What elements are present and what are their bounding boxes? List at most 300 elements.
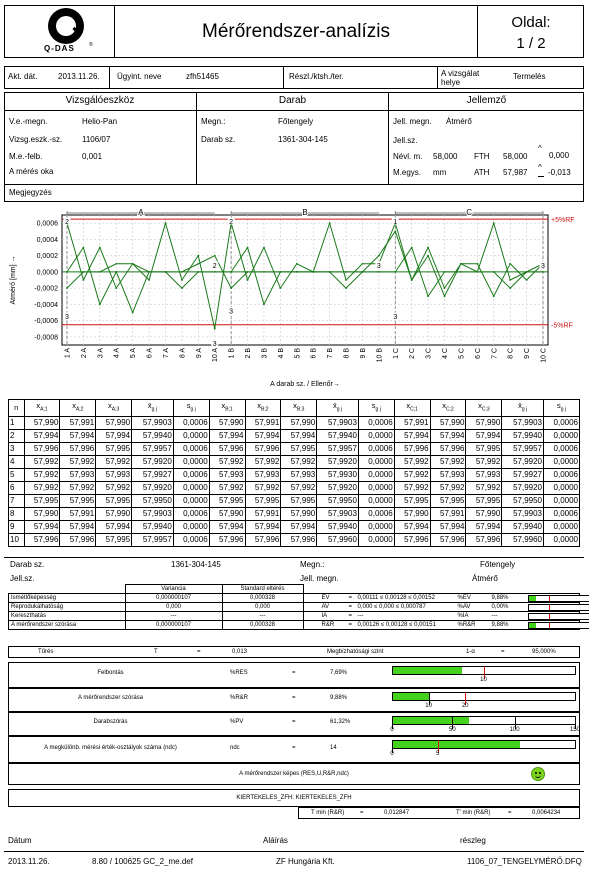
result-eq: =: [292, 719, 296, 725]
data-point: [115, 263, 117, 265]
table-cell: 57,991: [60, 507, 96, 520]
table-cell: 57,990: [209, 416, 245, 429]
tmin-eq1: =: [360, 810, 364, 816]
header-main: x̄: [333, 401, 337, 410]
data-point: [83, 279, 85, 281]
table-cell: 1: [9, 416, 25, 429]
capable-text: A mérőrendszer képes (RES,U,R&R,ndc): [239, 771, 349, 777]
char-name-value: Átmérő: [446, 117, 472, 126]
table-cell: 57,9920: [502, 481, 544, 494]
char-dn-sym: ^: [538, 163, 542, 172]
table-cell: 57,993: [245, 468, 281, 481]
table-cell: 57,9950: [502, 494, 544, 507]
section-part: Darab: [278, 95, 307, 106]
header-main: x: [36, 401, 41, 410]
table-cell: 57,996: [430, 533, 466, 546]
table-cell: 57,990: [24, 416, 60, 429]
table-cell: 57,9940: [502, 429, 544, 442]
footer-line: [4, 851, 584, 852]
y-axis-title: Atmérő [mm] →: [10, 255, 17, 305]
header-main: x: [293, 401, 297, 410]
header-sub: g j: [375, 406, 381, 413]
data-point: [345, 279, 347, 281]
char-ath-label: ATH: [474, 168, 490, 177]
table-cell: 0,0006: [173, 507, 209, 520]
data-point: [66, 271, 68, 273]
table-cell: 57,992: [281, 481, 317, 494]
result-tick-label: 5: [436, 751, 440, 757]
y-tick-label: 0,0004: [36, 236, 58, 244]
qdas-logo-reg: ®: [89, 42, 93, 48]
table-cell: 2: [9, 429, 25, 442]
header-main: x: [108, 401, 112, 410]
meta-divider-1: [109, 66, 110, 89]
x-tick-label: 3 C: [425, 348, 433, 359]
char-nom-value: 58,000: [433, 152, 458, 161]
page-number: 1 / 2: [516, 35, 546, 52]
part-name-value: Főtengely: [278, 117, 314, 126]
char-name-label: Jell. megn.: [393, 117, 432, 126]
gauge-num-label: Vizsg.eszk.-sz.: [9, 135, 63, 144]
table-cell: 57,994: [430, 429, 466, 442]
var-bar: [528, 604, 589, 611]
char-ath-value: 57,987: [503, 168, 528, 177]
place-value: Termelés: [513, 72, 546, 81]
table-cell: 0,0000: [173, 481, 209, 494]
x-tick-label: 6 A: [146, 348, 154, 359]
data-point: [115, 271, 117, 273]
header-sub: g j: [336, 406, 343, 413]
x-tick-label: 5 B: [294, 348, 302, 359]
table-row: [9, 507, 580, 520]
client-label: Ügyint. neve: [117, 72, 162, 81]
table-cell: 57,992: [209, 481, 245, 494]
var-pct: 9,88%: [491, 622, 509, 628]
table-cell: 57,9940: [317, 429, 359, 442]
header-main: x: [406, 401, 411, 410]
x-tick-label: 7 C: [491, 348, 499, 359]
var-value: 0,000000107: [125, 594, 222, 603]
table-cell: 57,9940: [132, 520, 174, 533]
table-cell: 0,0000: [358, 455, 394, 468]
table-cell: 57,992: [466, 455, 502, 468]
result-name: A mérőrendszer szórása: [77, 695, 144, 701]
var-detail: [303, 594, 580, 603]
x-tick-label: 3 A: [97, 348, 105, 359]
table-header-cell: [358, 400, 394, 417]
table-cell: 57,992: [96, 455, 132, 468]
footer-dept-label: részleg: [460, 836, 486, 845]
table-cell: 57,993: [430, 468, 466, 481]
x-tick-label: 7 B: [327, 348, 335, 359]
table-row: [9, 442, 580, 455]
footer-version: 8.80 / 100625 GC_2_me.def: [92, 857, 193, 866]
data-point: [165, 222, 167, 224]
var-name: Kereszthatás: [9, 612, 126, 621]
table-cell: 57,9903: [132, 507, 174, 520]
table-header-cell: [281, 400, 317, 417]
sum-part-name-value: Főtengely: [480, 560, 516, 569]
header-sub: A;1: [40, 406, 48, 413]
table-cell: 0,0006: [544, 468, 580, 481]
table-header-cell: [544, 400, 580, 417]
data-point: [247, 271, 249, 273]
x-tick-label: 9 B: [359, 348, 367, 359]
result-tick-label: 0: [390, 751, 394, 757]
data-point: [345, 271, 347, 273]
table-row: [9, 429, 580, 442]
table-header-cell: [317, 400, 359, 417]
var-key: AV: [321, 604, 330, 610]
data-point: [214, 271, 216, 273]
data-point: [362, 263, 364, 265]
var-eq: =: [348, 622, 353, 628]
table-cell: 57,991: [245, 416, 281, 429]
var-value: 0,000: [125, 603, 222, 612]
var-detail: [303, 612, 580, 621]
table-cell: 57,994: [96, 429, 132, 442]
var-interval: 0,00126 ≤ 0,00128 ≤ 0,00151: [357, 622, 436, 628]
table-cell: 57,992: [24, 455, 60, 468]
part-num-value: 1361-304-145: [278, 135, 328, 144]
table-cell: 57,9960: [317, 533, 359, 546]
tolerance-row: [8, 646, 580, 658]
table-cell: 57,9950: [132, 494, 174, 507]
gauge-num-value: 1106/07: [82, 135, 111, 144]
var-bar-mark: [549, 614, 550, 619]
result-tick-label: 0: [390, 727, 394, 733]
header-main: x: [442, 401, 447, 410]
table-cell: 57,990: [96, 507, 132, 520]
data-point: [296, 271, 298, 273]
table-cell: 57,991: [430, 507, 466, 520]
vh-std: Standard eltérés: [222, 585, 303, 594]
tmin-k2: T' min (R&R): [456, 810, 491, 816]
header-main: x̄: [518, 401, 522, 410]
tmin-eq2: =: [508, 810, 512, 816]
point-label: 3: [541, 262, 545, 270]
data-point: [263, 303, 265, 305]
data-point: [394, 271, 396, 273]
meta-divider-3: [437, 66, 438, 89]
table-header-cell: [173, 400, 209, 417]
data-point: [83, 247, 85, 249]
result-bar: [392, 716, 576, 725]
table-cell: 57,9903: [132, 416, 174, 429]
tmin-v1: 0,012847: [384, 810, 410, 816]
table-cell: 0,0006: [358, 442, 394, 455]
table-cell: 57,992: [96, 481, 132, 494]
table-cell: 57,9940: [502, 520, 544, 533]
variance-row: [9, 594, 580, 603]
table-cell: 57,9920: [132, 481, 174, 494]
footer-date-value: 2013.11.26.: [8, 857, 50, 866]
var-key: EV: [321, 595, 330, 601]
tmin-k1: T min (R&R): [311, 810, 345, 816]
table-header-row: [9, 400, 580, 417]
vh-variance: Variancia: [125, 585, 222, 594]
result-name: A megkülönb. mérési érték-osztályok száma (ndc): [44, 744, 177, 751]
var-pct: ---: [491, 613, 498, 619]
eval-text: KIERTEKELES_ZFH: KIERTEKELES_ZFH: [236, 795, 352, 801]
var-bar-fill: [529, 596, 536, 601]
section-char: Jellemző: [466, 95, 507, 106]
x-tick-label: 4 A: [113, 348, 121, 359]
sum-part-name-label: Megn.:: [300, 560, 325, 569]
data-point: [279, 271, 281, 273]
var-bar-mark: [549, 605, 550, 610]
x-tick-label: 6 B: [310, 348, 318, 359]
table-cell: 57,994: [394, 429, 430, 442]
result-name: Felbontás: [97, 670, 124, 676]
header-sub: g j: [151, 406, 157, 413]
var-bar: [528, 622, 589, 629]
point-label: 2: [212, 262, 217, 270]
point-label: 2: [229, 219, 234, 226]
table-header-cell: [209, 400, 245, 417]
table-cell: 57,994: [281, 429, 317, 442]
table-cell: 0,0006: [544, 442, 580, 455]
result-bar: [392, 740, 576, 749]
var-std: 0,000328: [222, 621, 303, 630]
result-key: ndc: [230, 744, 240, 751]
table-cell: 0,0000: [173, 429, 209, 442]
var-name: Ismétlőképesség: [9, 594, 126, 603]
var-value: 0,000000107: [125, 621, 222, 630]
table-cell: 57,994: [209, 520, 245, 533]
table-cell: 57,995: [96, 494, 132, 507]
header-sub: B;2: [261, 406, 269, 413]
var-eq: =: [348, 595, 353, 601]
table-cell: 57,996: [394, 442, 430, 455]
result-tick-label: 20: [461, 703, 469, 709]
data-point: [99, 247, 101, 249]
table-cell: 0,0000: [544, 494, 580, 507]
x-tick-label: 8 C: [507, 348, 515, 359]
data-point: [378, 271, 380, 273]
data-point: [99, 303, 101, 305]
table-cell: 57,992: [394, 468, 430, 481]
qdas-logo-text: Q-DAS: [44, 44, 75, 53]
table-cell: 57,990: [24, 507, 60, 520]
table-cell: 10: [9, 533, 25, 546]
table-cell: 57,996: [245, 533, 281, 546]
place-label: A vizsgálat helye: [441, 69, 480, 87]
remark-label: Megjegyzés: [9, 188, 52, 197]
y-tick-label: -0,0004: [34, 301, 58, 309]
table-cell: 57,9957: [502, 442, 544, 455]
var-detail: [303, 603, 580, 612]
data-point: [214, 255, 216, 257]
y-tick-label: 0,0000: [36, 269, 58, 277]
table-cell: 57,991: [394, 416, 430, 429]
var-pct-key: %IA: [457, 613, 469, 619]
data-point: [181, 279, 183, 281]
var-bar-fill: [529, 623, 536, 628]
var-pct: 0,00%: [491, 604, 509, 610]
remark-line: [4, 184, 584, 185]
var-interval: ---: [357, 613, 364, 619]
table-cell: 57,992: [281, 455, 317, 468]
tol-k: T: [154, 649, 158, 655]
result-tick-label: 10: [480, 677, 487, 683]
result-key: %R&R: [230, 695, 249, 701]
x-tick-label: 1 A: [64, 348, 72, 359]
header-main: x̄: [147, 401, 152, 410]
date-value: 2013.11.26.: [58, 72, 100, 81]
data-point: [427, 255, 429, 257]
point-label: 3: [229, 308, 234, 316]
data-point: [493, 295, 495, 297]
data-point: [378, 255, 380, 257]
table-cell: 57,992: [245, 481, 281, 494]
table-cell: 57,995: [466, 494, 502, 507]
smiley-icon: [531, 767, 545, 781]
sum-char-num-label: Jell.sz.: [10, 574, 35, 583]
table-cell: 0,0006: [358, 416, 394, 429]
data-point: [296, 263, 298, 265]
table-cell: 57,992: [394, 481, 430, 494]
header-sub: B;1: [225, 406, 233, 413]
table-cell: 57,9957: [317, 442, 359, 455]
x-tick-label: 1 B: [228, 348, 236, 359]
dept-label: Részl./ktsh./ter.: [289, 72, 344, 81]
result-tick-label: 50: [449, 727, 456, 733]
var-interval: 0,00111 ≤ 0,00128 ≤ 0,00152: [357, 595, 435, 601]
table-cell: 57,993: [60, 468, 96, 481]
data-point: [247, 279, 249, 281]
sum-part-num-label: Darab sz.: [10, 560, 45, 569]
table-cell: 57,996: [209, 533, 245, 546]
char-nom-label: Névl. m.: [393, 152, 423, 161]
header-sub: A;3: [111, 406, 120, 413]
data-point: [148, 279, 150, 281]
data-point: [526, 271, 528, 273]
table-cell: 57,9920: [502, 455, 544, 468]
table-cell: 0,0000: [544, 481, 580, 494]
table-cell: 57,990: [394, 507, 430, 520]
data-point: [345, 287, 347, 289]
table-cell: 57,996: [245, 442, 281, 455]
point-label: 3: [65, 314, 69, 322]
table-header-cell: [430, 400, 466, 417]
table-row: [9, 468, 580, 481]
var-bar: [528, 595, 589, 602]
var-pct-key: %AV: [457, 604, 471, 610]
summary-top-line: [4, 557, 584, 558]
table-cell: 57,990: [209, 507, 245, 520]
sum-part-num-value: 1361-304-145: [171, 560, 221, 569]
table-cell: 7: [9, 494, 25, 507]
table-header-cell: [96, 400, 132, 417]
meta-divider-2: [283, 66, 284, 89]
table-cell: 8: [9, 507, 25, 520]
table-cell: 57,990: [466, 507, 502, 520]
data-point: [197, 271, 199, 273]
table-cell: 0,0000: [544, 429, 580, 442]
char-num-label: Jell.sz.: [393, 136, 418, 145]
data-point: [66, 287, 68, 289]
variance-row: [9, 612, 580, 621]
page-label: Oldal:: [511, 14, 551, 31]
data-point: [148, 271, 150, 273]
table-cell: 57,9930: [317, 468, 359, 481]
x-tick-label: 3 B: [261, 348, 269, 359]
table-cell: 9: [9, 520, 25, 533]
table-cell: 57,996: [24, 533, 60, 546]
data-point: [427, 247, 429, 249]
data-point: [476, 271, 478, 273]
data-point: [444, 295, 446, 297]
table-cell: 57,9903: [502, 416, 544, 429]
table-row: [9, 533, 580, 546]
table-cell: 57,990: [466, 416, 502, 429]
result-bar-fill: [393, 667, 462, 674]
table-cell: 57,992: [24, 468, 60, 481]
table-cell: 57,994: [394, 520, 430, 533]
sum-char-name-value: Átmérő: [472, 574, 498, 583]
footer-sign-label: Aláírás: [263, 836, 288, 845]
data-point: [329, 222, 331, 224]
var-bar-mark: [549, 623, 550, 628]
section-header-line: [4, 110, 584, 111]
group-label: A: [138, 208, 144, 217]
table-row: [9, 494, 580, 507]
header-main: s: [556, 401, 561, 410]
table-cell: 57,994: [430, 520, 466, 533]
table-header-cell: [394, 400, 430, 417]
result-bar: [392, 692, 576, 701]
data-point: [362, 271, 364, 273]
variance-grid: [8, 584, 580, 630]
vh-blank: [9, 585, 126, 594]
data-point: [132, 312, 134, 314]
header-sub: A;2: [75, 406, 84, 413]
table-cell: 57,992: [430, 481, 466, 494]
data-point: [132, 263, 134, 265]
x-tick-label: 9 C: [524, 348, 532, 359]
var-std: ---: [222, 612, 303, 621]
table-cell: 0,0006: [544, 416, 580, 429]
conf-label: Megbízhatósági szint: [327, 649, 384, 655]
header-main: n: [14, 403, 19, 413]
info-block: [4, 92, 584, 202]
var-key: IA: [321, 613, 328, 619]
data-point: [394, 230, 396, 232]
sum-char-name-label: Jell. megn.: [300, 574, 339, 583]
table-cell: 57,993: [209, 468, 245, 481]
data-point: [263, 271, 265, 273]
footer-company: ZF Hungária Kft.: [276, 857, 335, 866]
table-cell: 0,0000: [358, 429, 394, 442]
table-cell: 57,994: [60, 520, 96, 533]
x-tick-label: 7 A: [162, 348, 170, 359]
tol-eq: =: [197, 649, 201, 655]
table-cell: 57,992: [209, 455, 245, 468]
table-cell: 57,9903: [317, 416, 359, 429]
table-cell: 57,990: [281, 416, 317, 429]
result-value: 9,88%: [330, 695, 348, 701]
table-cell: 0,0000: [544, 455, 580, 468]
result-bar-fill: [393, 741, 520, 748]
data-point: [83, 271, 85, 273]
table-cell: 57,9920: [317, 481, 359, 494]
point-label: 1: [393, 219, 398, 226]
data-point: [460, 263, 462, 265]
table-cell: 57,992: [430, 455, 466, 468]
char-unit-value: mm: [433, 168, 447, 177]
measurement-table: [8, 399, 580, 547]
